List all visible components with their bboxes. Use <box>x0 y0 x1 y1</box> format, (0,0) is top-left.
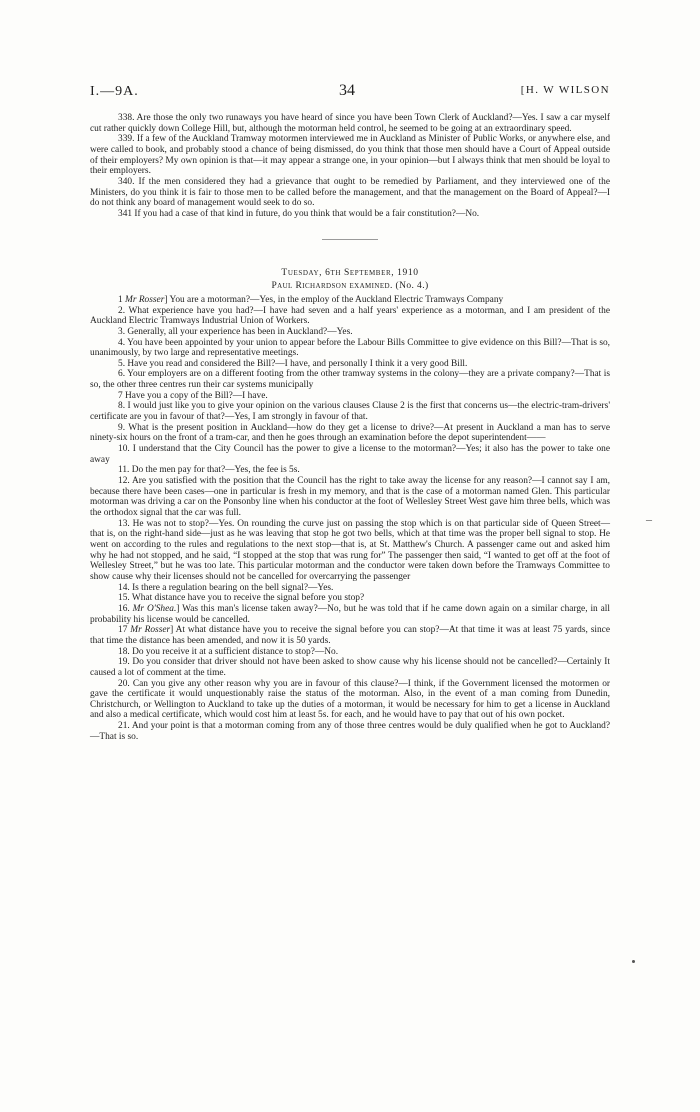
question-paragraph <box>90 359 610 370</box>
question-paragraph: 1 Mr Rosser] You are a motorman?—Yes, in the employ of the Auckland Electric Tramways Company <box>118 294 504 305</box>
question-paragraph <box>90 647 610 658</box>
question-text: If you had a case of that kind in future, do you think that would be a fair constitution?—No. <box>134 208 480 219</box>
question-text: And your point is that a motorman coming from any of those three centres would be duly qualified when he got to Auckland?—That is so. <box>90 721 610 742</box>
question-number: 10. <box>118 444 130 455</box>
question-paragraph <box>90 134 610 177</box>
question-paragraph <box>90 721 610 742</box>
question-number: 16. <box>118 603 130 614</box>
question-text: What distance have you to receive the signal before you stop? <box>131 593 365 604</box>
section-divider <box>322 239 378 240</box>
witness-note: (No. 4.) <box>395 281 429 292</box>
witness-heading <box>90 281 610 292</box>
question-number: 338. <box>118 113 135 123</box>
witness-header: [H. W WILSON <box>520 84 610 96</box>
margin-dot <box>632 960 635 963</box>
speaker-name: Mr O'Shea. <box>132 603 177 614</box>
question-number: 18. <box>118 646 130 657</box>
witness-name: Paul Richardson examined. <box>271 281 393 292</box>
question-number: 12. <box>118 476 130 487</box>
question-text: Can you give any other reason why you are in favour of this clause?—I think, if the Government licensed the motormen or gave the certificate it would unquestionably raise the status of the motorman. Also, in the event of a man coming from Dunedin, Christchurch, or Wellington to Auckland to take up the duties of a motorman, it would be necessary for him to get a license in Auckland and also a medical certificate, which would cost him at least 5s. for each, and he would have to pay that out of his own pocket. <box>90 678 610 721</box>
question-number: 3. <box>118 326 126 337</box>
question-text: Do you consider that driver should not have been asked to show cause why his license should not be cancelled?—Certainly It caused a lot of comment at the time. <box>90 657 610 678</box>
question-paragraph <box>90 679 610 722</box>
question-paragraph <box>90 465 610 476</box>
question-paragraph <box>90 177 610 209</box>
question-number: 5. <box>118 358 126 369</box>
question-text: Your employers are on a different footing from the other tramway systems in the colony—they are a private company?—That is so, the other three centres run their car systems municipally <box>90 369 611 391</box>
question-paragraph <box>90 369 610 390</box>
question-text: Do the men pay for that?—Yes, the fee is 5s. <box>131 465 300 476</box>
question-paragraph <box>90 327 610 338</box>
question-paragraph <box>90 401 610 422</box>
paper-reference: I.—9A. <box>90 84 139 99</box>
question-text: Are those the only two runaways you have heard of since you have been Town Clerk of Auckland?—Yes. I saw a car myself cut rather quickly down College Hill, but, although the motorman held control, he seemed to be going at an extraordinary speed. <box>90 113 610 134</box>
document-body <box>90 113 610 742</box>
question-text: Is there a regulation bearing on the bell signal?—Yes. <box>132 582 334 593</box>
question-text: At what distance have you to receive the signal before you can stop?—At that time it was at least 75 yards, since that time the distance has been amended, and now it is 50 yards. <box>90 625 610 646</box>
question-number: 7 <box>118 390 123 401</box>
margin-mark: – <box>646 512 652 526</box>
questions-list <box>90 295 610 743</box>
question-number: 1 <box>118 294 123 305</box>
question-paragraph <box>90 113 610 134</box>
question-text: You have been appointed by your union to appear before the Labour Bills Committee to give evidence on this Bill?—That is so, unanimously, by two large and representative meetings. <box>90 337 610 359</box>
question-paragraph <box>90 391 610 402</box>
question-text: You are a motorman?—Yes, in the employ of the Auckland Electric Tramways Company <box>169 294 504 305</box>
question-paragraph <box>90 519 610 583</box>
page-header <box>90 84 610 106</box>
question-number: 17 <box>118 625 128 636</box>
page-number: 34 <box>339 82 355 99</box>
question-text: Generally, all your experience has been in Auckland?—Yes. <box>127 326 353 337</box>
question-paragraph: 17 Mr Rosser] At what distance have you to receive the signal before you can stop?—At that time it was at least 75 yards, since that time the distance has been amended, and now it is 50 yards. <box>90 625 610 646</box>
question-number: 9. <box>118 422 126 433</box>
question-number: 2. <box>118 305 126 316</box>
question-text: Was this man's license taken away?—No, but he was told that if he came down again on a similar charge, in all probability his license would be cancelled. <box>90 603 610 625</box>
question-text: Have you read and considered the Bill?—I have, and personally I think it a very good Bill. <box>127 358 468 369</box>
question-paragraph <box>90 423 610 444</box>
question-text: I would just like you to give your opinion on the various clauses Clause 2 is the first that concerns us—the electric-tram-drivers' certificate are you in favour of that?—Yes, I am strongly in favour of that. <box>90 401 611 423</box>
question-paragraph <box>90 306 610 327</box>
question-text: If the men considered they had a grievance that ought to be remedied by Parliament, and they interviewed one of the Ministers, do you think it is fair to those men to be called before the management, and that the management on the Board of Appeal?—I do not think any board of management would seek to do so. <box>90 176 611 209</box>
question-number: 340. <box>118 176 135 187</box>
question-text: I understand that the City Council has the power to give a license to the motorman?—Yes; it also has the power to take one away <box>90 444 610 465</box>
speaker-name: Mr Rosser <box>125 294 165 305</box>
question-text: Have you a copy of the Bill?—I have. <box>125 390 268 401</box>
intro-questions <box>90 113 610 220</box>
question-number: 11. <box>118 465 130 476</box>
question-text: He was not to stop?—Yes. On rounding the curve just on passing the stop which is on that particular side of Queen Street—that is, on the right-hand side—just as he was leaving that stop he got two bells, which at that time was the proper bell signal to stop. He went on according to the rules and regulations to the next stop—that is, at St. Matthew's Church. A passenger came out and asked him why he had not stopped, and he said, “I stopped at the stop that was rung for” The passenger then said, “I wanted to get off at the foot of Wellesley Street,” but he was too late. This particular motorman and the conductor were taken down before the Tramways Committee to show cause why their licenses should not be cancelled for overcarrying the passenger <box>90 518 610 582</box>
question-number: 15. <box>118 593 130 604</box>
question-paragraph <box>90 657 610 678</box>
question-text: What experience have you had?—I have had seven and a half years' experience as a motorman, and I am president of the Auckland Electric Tramways Industrial Union of Workers. <box>90 305 610 327</box>
question-paragraph <box>90 583 610 594</box>
question-number: 19. <box>118 657 130 668</box>
question-number: 341 <box>118 208 133 219</box>
question-text: What is the present position in Auckland—how do they get a license to drive?—At present in Auckland a man has to serve ninety-six hours on the front of a tram-car, and then he goes through an examination before the depot superintendent—— <box>90 422 610 444</box>
question-number: 339. <box>118 134 135 145</box>
question-paragraph: 16. Mr O'Shea.] Was this man's license taken away?—No, but he was told that if he came down again on a similar charge, in all probability his license would be cancelled. <box>90 603 610 625</box>
question-paragraph <box>90 209 610 220</box>
question-text: Do you receive it at a sufficient distance to stop?—No. <box>132 646 339 657</box>
question-paragraph <box>90 338 610 359</box>
question-number: 14. <box>118 582 130 593</box>
question-number: 20. <box>118 678 130 689</box>
question-number: 13. <box>118 518 130 529</box>
question-text: Are you satisfied with the position that the Council has the right to take away the license for any reason?—I cannot say I am, because there have been cases—one in particular is fresh in my memory, and that is the case of a motorman named Glen. This particular motorman was driving a car on the Ponsonby line when his conductor at the foot of Wellesley Street West gave him three bells, which was the orthodox signal that the car was full. <box>90 476 611 518</box>
session-date: Tuesday, 6th September, 1910 <box>281 267 419 278</box>
question-text: If a few of the Auckland Tramway motormen interviewed me in Auckland as Minister of Public Works, or anywhere else, and were called to book, and probably stood a chance of being dismissed, do you think that those men should have a Court of Appeal outside of their employers? My own opinion is that—it may appear a strange one, in your opinion—but I always think that men should be loyal to their employers. <box>90 134 611 177</box>
question-paragraph <box>90 593 610 604</box>
speaker-name: Mr Rosser <box>130 625 171 636</box>
question-number: 21. <box>118 721 130 732</box>
question-number: 6. <box>118 369 126 380</box>
question-paragraph <box>90 476 610 519</box>
question-number: 8. <box>118 401 126 412</box>
question-paragraph <box>90 444 610 465</box>
question-number: 4. <box>118 337 126 348</box>
